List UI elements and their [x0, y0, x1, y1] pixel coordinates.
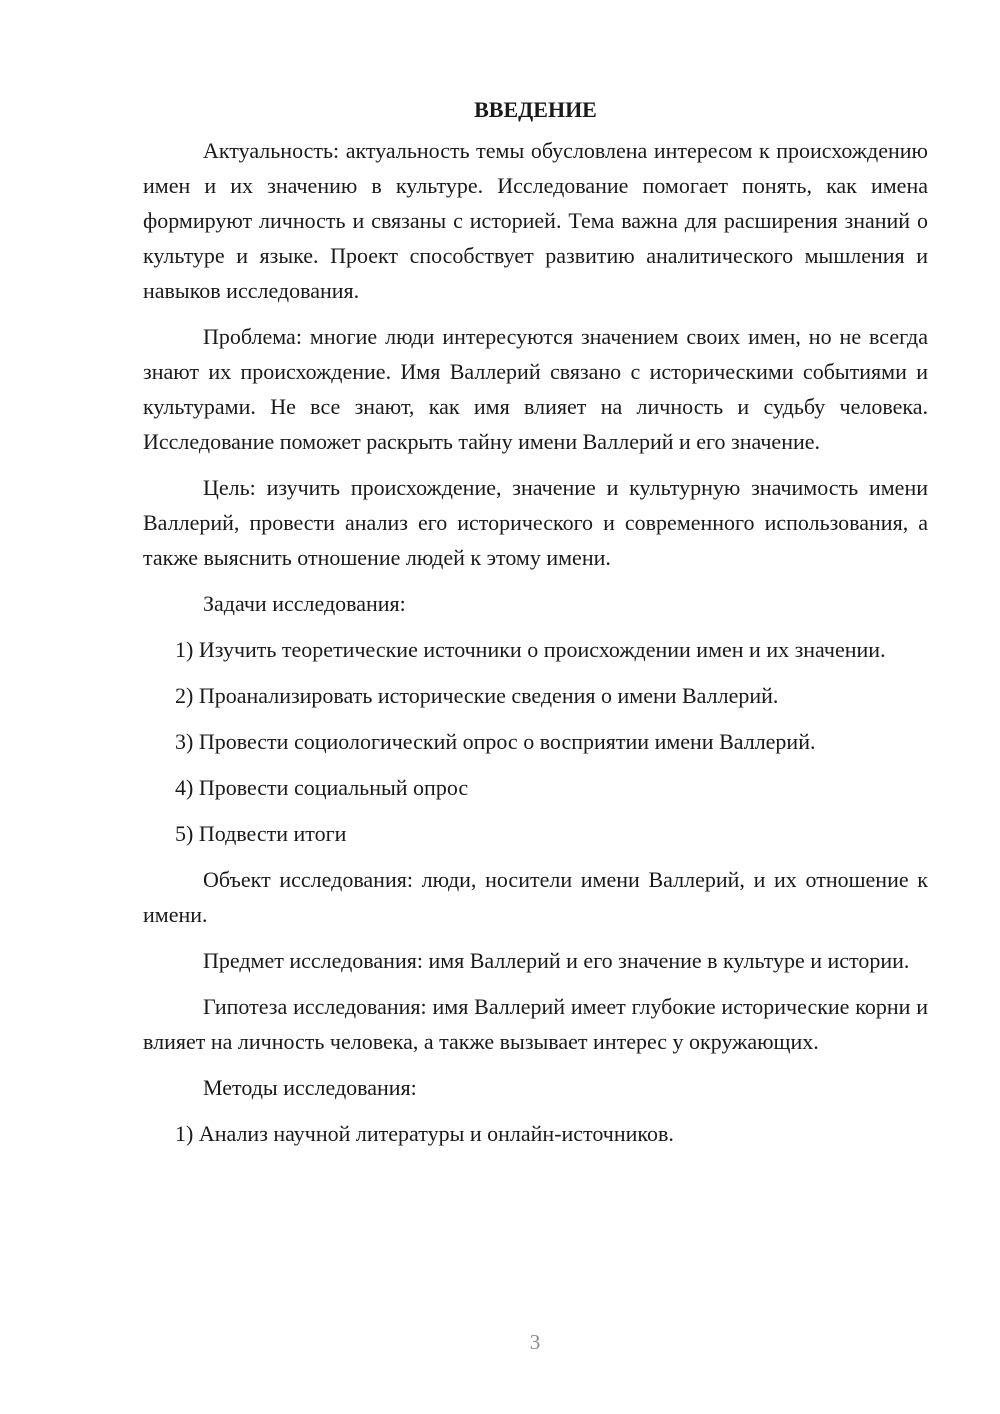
hypothesis-paragraph: Гипотеза исследования: имя Валлерий имеет глубокие исторические корни и влияет на личность человека, а также вызывает интерес у окружающих.: [143, 994, 928, 1054]
subject-paragraph: Предмет исследования: имя Валлерий и его значение в культуре и истории.: [203, 948, 910, 973]
task-item: 4) Провести социальный опрос: [175, 775, 469, 800]
goal-paragraph: Цель: изучить происхождение, значение и культурную значимость имени Валлерий, провести анализ его исторического и современного использования, а также выяснить отношение людей к этому имени.: [143, 475, 928, 570]
method-item: 1) Анализ научной литературы и онлайн-источников.: [175, 1121, 674, 1146]
object-paragraph: Объект исследования: люди, носители имени Валлерий, и их отношение к имени.: [143, 867, 928, 927]
page-content: [143, 92, 928, 1162]
problem-paragraph: Проблема: многие люди интересуются значением своих имен, но не всегда знают их происхождение. Имя Валлерий связано с историческими событиями и культурами. Не все знают, как имя влияет на личность и судьбу человека. Исследование поможет раскрыть тайну имени Валлерий и его значение.: [143, 324, 928, 454]
task-item: 3) Провести социологический опрос о восприятии имени Валлерий.: [175, 729, 816, 754]
methods-title: Методы исследования:: [203, 1075, 417, 1100]
relevance-paragraph: Актуальность: актуальность темы обусловлена интересом к происхождению имен и их значению в культуре. Исследование помогает понять, как имена формируют личность и связаны с историей. Тема важна для расширения знаний о культуре и языке. Проект способствует развитию аналитического мышления и навыков исследования.: [143, 138, 928, 303]
page-number: 3: [529, 1330, 541, 1354]
task-item: 5) Подвести итоги: [175, 821, 347, 846]
section-heading: ВВЕДЕНИЕ: [474, 97, 597, 122]
tasks-title: Задачи исследования:: [203, 591, 406, 616]
task-item: 2) Проанализировать исторические сведения о имени Валлерий.: [175, 683, 779, 708]
task-item: 1) Изучить теоретические источники о происхождении имен и их значении.: [175, 637, 886, 662]
